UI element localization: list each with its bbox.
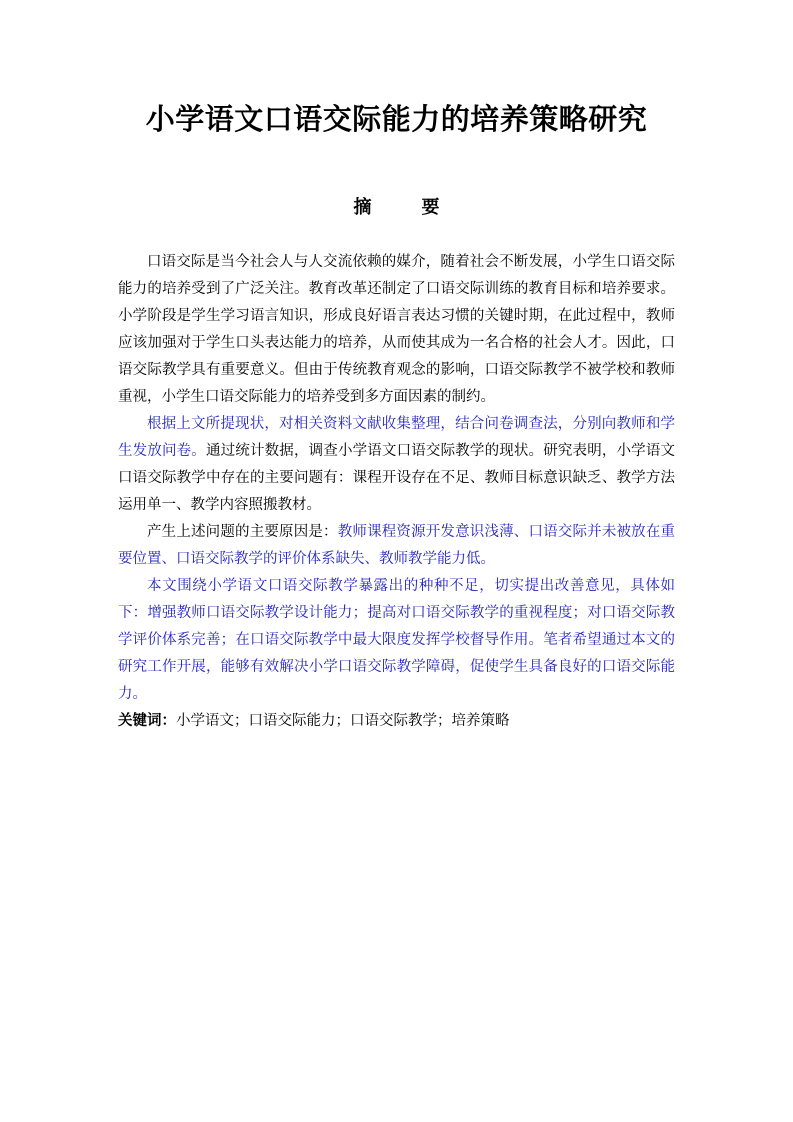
keywords-label: 关键词： (118, 713, 176, 729)
abstract-paragraph-2 (118, 411, 675, 519)
abstract-paragraph-4 (118, 573, 675, 708)
paragraph-2-highlight: 根据上文所提现状，对相关资料文献收集整理，结合问卷调查法，分别向教师和学生发放问卷。 (118, 416, 675, 459)
document-title: 小学语文口语交际能力的培养策略研究 (145, 102, 648, 136)
abstract-paragraph-3 (118, 519, 675, 573)
paragraph-3-text: 产生上述问题的主要原因是： (147, 524, 338, 540)
keywords-line (118, 708, 675, 735)
paragraph-3-highlight: 教师课程资源开发意识浅薄、口语交际并未被放在重要位置、口语交际教学的评价体系缺失、教师教学能力低。 (118, 524, 676, 567)
paragraph-4-highlight: 本文围绕小学语文口语交际教学暴露出的种种不足，切实提出改善意见，具体如下：增强教师口语交际教学设计能力；提高对口语交际教学的重视程度；对口语交际教学评价体系完善；在口语交际教学中最大限度发挥学校督导作用。笔者希望通过本文的研究工作开展，能够有效解决小学口语交际教学障碍，促使学生具备良好的口语交际能力。 (118, 578, 675, 702)
abstract-body (118, 249, 675, 735)
abstract-paragraph-1 (118, 249, 675, 411)
paragraph-1-text: 口语交际是当今社会人与人交流依赖的媒介，随着社会不断发展，小学生口语交际能力的培养受到了广泛关注。教育改革还制定了口语交际训练的教育目标和培养要求。小学阶段是学生学习语言知识，形成良好语言表达习惯的关键时期，在此过程中，教师应该加强对于学生口头表达能力的培养，从而使其成为一名合格的社会人才。因此，口语交际教学具有重要意义。但由于传统教育观念的影响，口语交际教学不被学校和教师重视，小学生口语交际能力的培养受到多方面因素的制约。 (118, 254, 675, 405)
abstract-heading: 摘 要 (353, 197, 456, 218)
paragraph-2-text: 通过统计数据，调查小学语文口语交际教学的现状。研究表明，小学语文口语交际教学中存在的主要问题有：课程开设存在不足、教师目标意识缺乏、教学方法运用单一、教学内容照搬教材。 (118, 443, 676, 513)
keywords-text: 小学语文；口语交际能力；口语交际教学；培养策略 (176, 713, 510, 729)
